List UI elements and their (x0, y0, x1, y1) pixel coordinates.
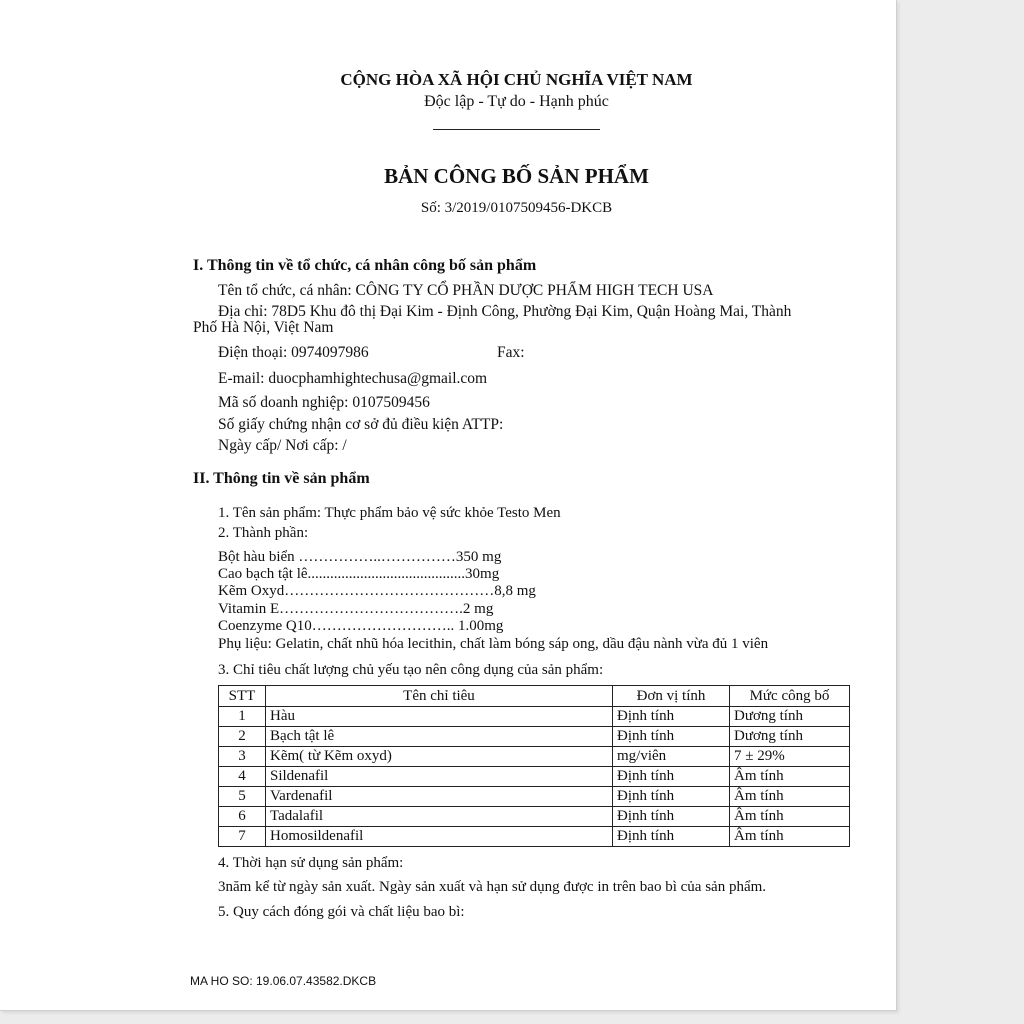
record-code: MA HO SO: 19.06.07.43582.DKCB (190, 974, 377, 988)
cell-level: Âm tính (730, 807, 850, 827)
motto-underline (433, 129, 600, 130)
cell-criterion: Kẽm( từ Kẽm oxyd) (266, 747, 613, 767)
cell-unit: Định tính (613, 807, 730, 827)
document-number: Số: 3/2019/0107509456-DKCB (420, 200, 613, 216)
quality-table (218, 685, 850, 847)
cell-stt: 7 (219, 827, 266, 847)
ingredient-line: Bột hàu biển ……………..……………350 mg (218, 549, 502, 565)
nation-heading: CỘNG HÒA XÃ HỘI CHỦ NGHĨA VIỆT NAM (340, 70, 693, 89)
cell-unit: Định tính (613, 787, 730, 807)
section-2-heading: II. Thông tin về sản phẩm (193, 470, 370, 487)
ingredient-line: Cao bạch tật lê..........................................30mg (218, 566, 500, 582)
cell-level: Dương tính (730, 707, 850, 727)
section-1-heading: I. Thông tin về tổ chức, cá nhân công bố sản phẩm (193, 257, 537, 274)
cell-stt: 3 (219, 747, 266, 767)
header-unit: Đơn vị tính (613, 686, 730, 707)
issue-date-place: Ngày cấp/ Nơi cấp: / (218, 437, 347, 454)
cell-unit: Định tính (613, 767, 730, 787)
cell-level: Âm tính (730, 767, 850, 787)
table-row (219, 827, 850, 847)
cell-criterion: Tadalafil (266, 807, 613, 827)
ingredient-line: Kẽm Oxyd……………………………………8,8 mg (218, 583, 536, 599)
cell-level: Âm tính (730, 827, 850, 847)
excipients-line: Phụ liệu: Gelatin, chất nhũ hóa lecithin, chất làm bóng sáp ong, dầu đậu nành vừa đủ 1 viên (218, 636, 769, 652)
document-title: BẢN CÔNG BỐ SẢN PHẨM (384, 164, 649, 188)
table-row (219, 787, 850, 807)
food-safety-certificate: Số giấy chứng nhận cơ sở đủ điều kiện ATTP: (218, 416, 504, 433)
header-stt: STT (219, 686, 266, 707)
product-name: 1. Tên sản phẩm: Thực phẩm bảo vệ sức khỏe Testo Men (218, 505, 561, 521)
cell-level: 7 ± 29% (730, 747, 850, 767)
cell-criterion: Homosildenafil (266, 827, 613, 847)
header-declared-level: Mức công bố (730, 686, 850, 707)
cell-criterion: Sildenafil (266, 767, 613, 787)
cell-criterion: Bạch tật lê (266, 727, 613, 747)
cell-unit: mg/viên (613, 747, 730, 767)
address-line-1: Địa chỉ: 78D5 Khu đô thị Đại Kim - Định Công, Phường Đại Kim, Quận Hoàng Mai, Thành (218, 303, 792, 320)
shelf-life-text: 3năm kể từ ngày sản xuất. Ngày sản xuất và hạn sử dụng được in trên bao bì của sản phẩm. (218, 879, 767, 895)
table-row (219, 747, 850, 767)
cell-stt: 4 (219, 767, 266, 787)
ingredient-line: Coenzyme Q10……………………….. 1.00mg (218, 618, 504, 634)
cell-criterion: Vardenafil (266, 787, 613, 807)
packaging-label: 5. Quy cách đóng gói và chất liệu bao bì: (218, 904, 465, 920)
motto: Độc lập - Tự do - Hạnh phúc (424, 93, 609, 110)
shelf-life-label: 4. Thời hạn sử dụng sản phẩm: (218, 855, 404, 871)
cell-stt: 1 (219, 707, 266, 727)
cell-stt: 5 (219, 787, 266, 807)
cell-level: Âm tính (730, 787, 850, 807)
table-row (219, 707, 850, 727)
cell-criterion: Hàu (266, 707, 613, 727)
cell-unit: Định tính (613, 727, 730, 747)
quality-label: 3. Chỉ tiêu chất lượng chủ yếu tạo nên công dụng của sản phẩm: (218, 662, 604, 678)
table-row (219, 727, 850, 747)
business-code: Mã số doanh nghiệp: 0107509456 (218, 394, 430, 411)
composition-label: 2. Thành phần: (218, 525, 309, 541)
address-line-2: Phố Hà Nội, Việt Nam (193, 319, 334, 336)
phone: Điện thoại: 0974097986 (218, 344, 369, 361)
cell-stt: 6 (219, 807, 266, 827)
table-header-row (219, 686, 850, 707)
table-row (219, 767, 850, 787)
email: E-mail: duocphamhightechusa@gmail.com (218, 370, 488, 387)
ingredient-line: Vitamin E……………………………….2 mg (218, 601, 494, 617)
cell-level: Dương tính (730, 727, 850, 747)
cell-unit: Định tính (613, 827, 730, 847)
org-name: Tên tổ chức, cá nhân: CÔNG TY CỔ PHẦN DƯỢC PHẨM HIGH TECH USA (218, 282, 714, 299)
fax: Fax: (497, 344, 525, 361)
cell-stt: 2 (219, 727, 266, 747)
table-row (219, 807, 850, 827)
header-criterion: Tên chỉ tiêu (266, 686, 613, 707)
cell-unit: Định tính (613, 707, 730, 727)
